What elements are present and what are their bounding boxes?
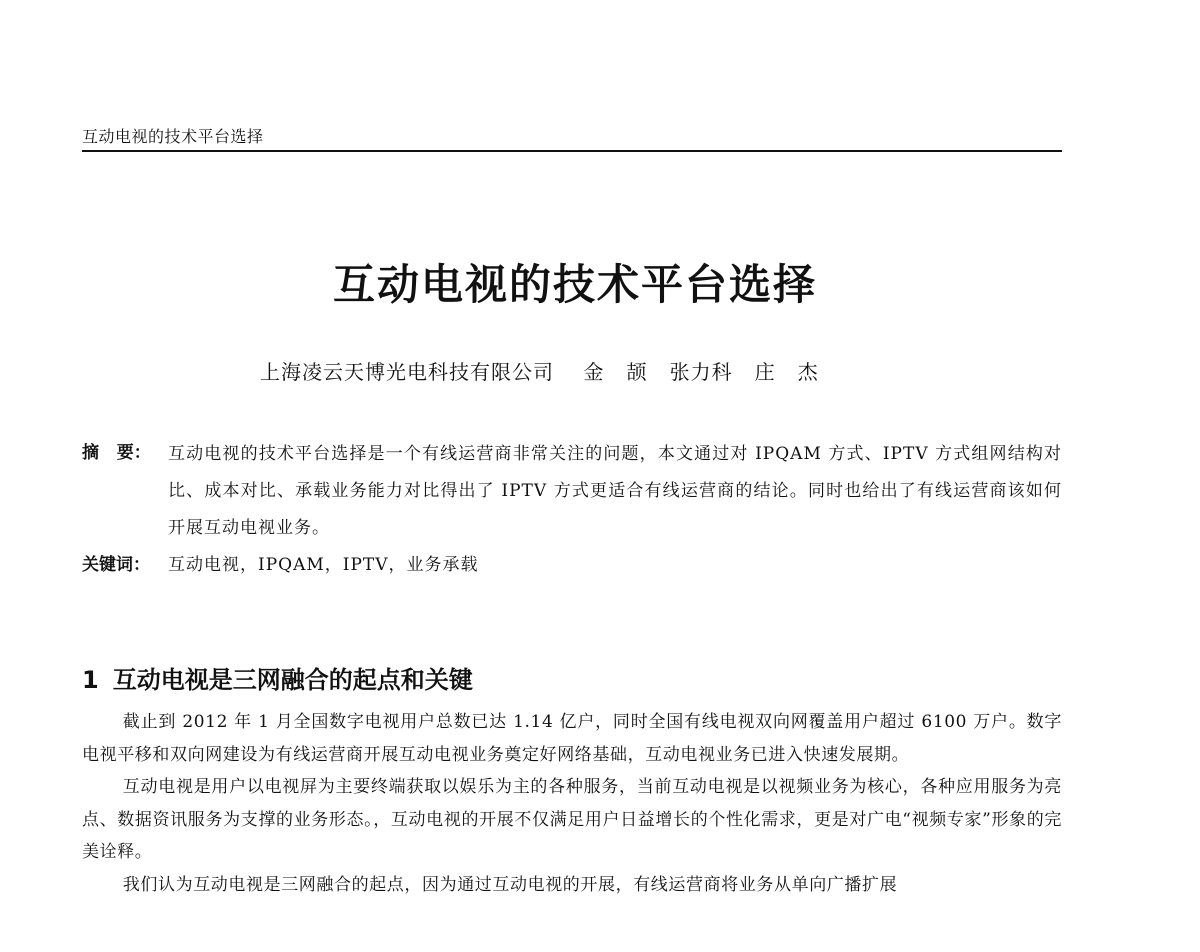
paragraph: 互动电视是用户以电视屏为主要终端获取以娱乐为主的各种服务，当前互动电视是以视频业务为核心，各种应用服务为亮点、数据资讯服务为支撑的业务形态。，互动电视的开展不仅满足用户日益增长的个性化需求，更是对广电“视频专家”形象的完美诠释。 [82, 777, 1062, 862]
keywords-label: 关键词： [82, 555, 150, 575]
paragraph: 截止到 2012 年 1 月全国数字电视用户总数已达 1.14 亿户，同时全国有线电视双向网覆盖用户超过 6100 万户。数字电视平移和双向网建设为有线运营商开展互动电视业务奠定好网络基础，互动电视业务已进入快速发展期。 [82, 712, 1062, 765]
section-title: 互动电视是三网融合的起点和关键 [112, 666, 473, 694]
keywords-text: 互动电视，IPQAM，IPTV，业务承载 [168, 555, 479, 575]
abstract-label: 摘 要： [82, 443, 151, 463]
running-header: 互动电视的技术平台选择 [82, 127, 264, 146]
abstract-text: 互动电视的技术平台选择是一个有线运营商非常关注的问题，本文通过对 IPQAM 方式、IPTV 方式组网结构对比、成本对比、承载业务能力对比得出了 IPTV 方式更适合有线运营商的结论。同时也给出了有线运营商该如何开展互动电视业务。 [168, 444, 1062, 538]
section-1-body [82, 706, 1062, 901]
paper-title: 互动电视的技术平台选择 [332, 260, 817, 309]
section-1-heading [82, 660, 473, 695]
paragraph: 我们认为互动电视是三网融合的起点，因为通过互动电视的开展，有线运营商将业务从单向广播扩展 [122, 874, 898, 895]
header-rule [82, 150, 1062, 152]
section-number: 1 [82, 666, 99, 694]
authors-line: 上海凌云天博光电科技有限公司 金 颉 张力科 庄 杰 [260, 360, 819, 384]
